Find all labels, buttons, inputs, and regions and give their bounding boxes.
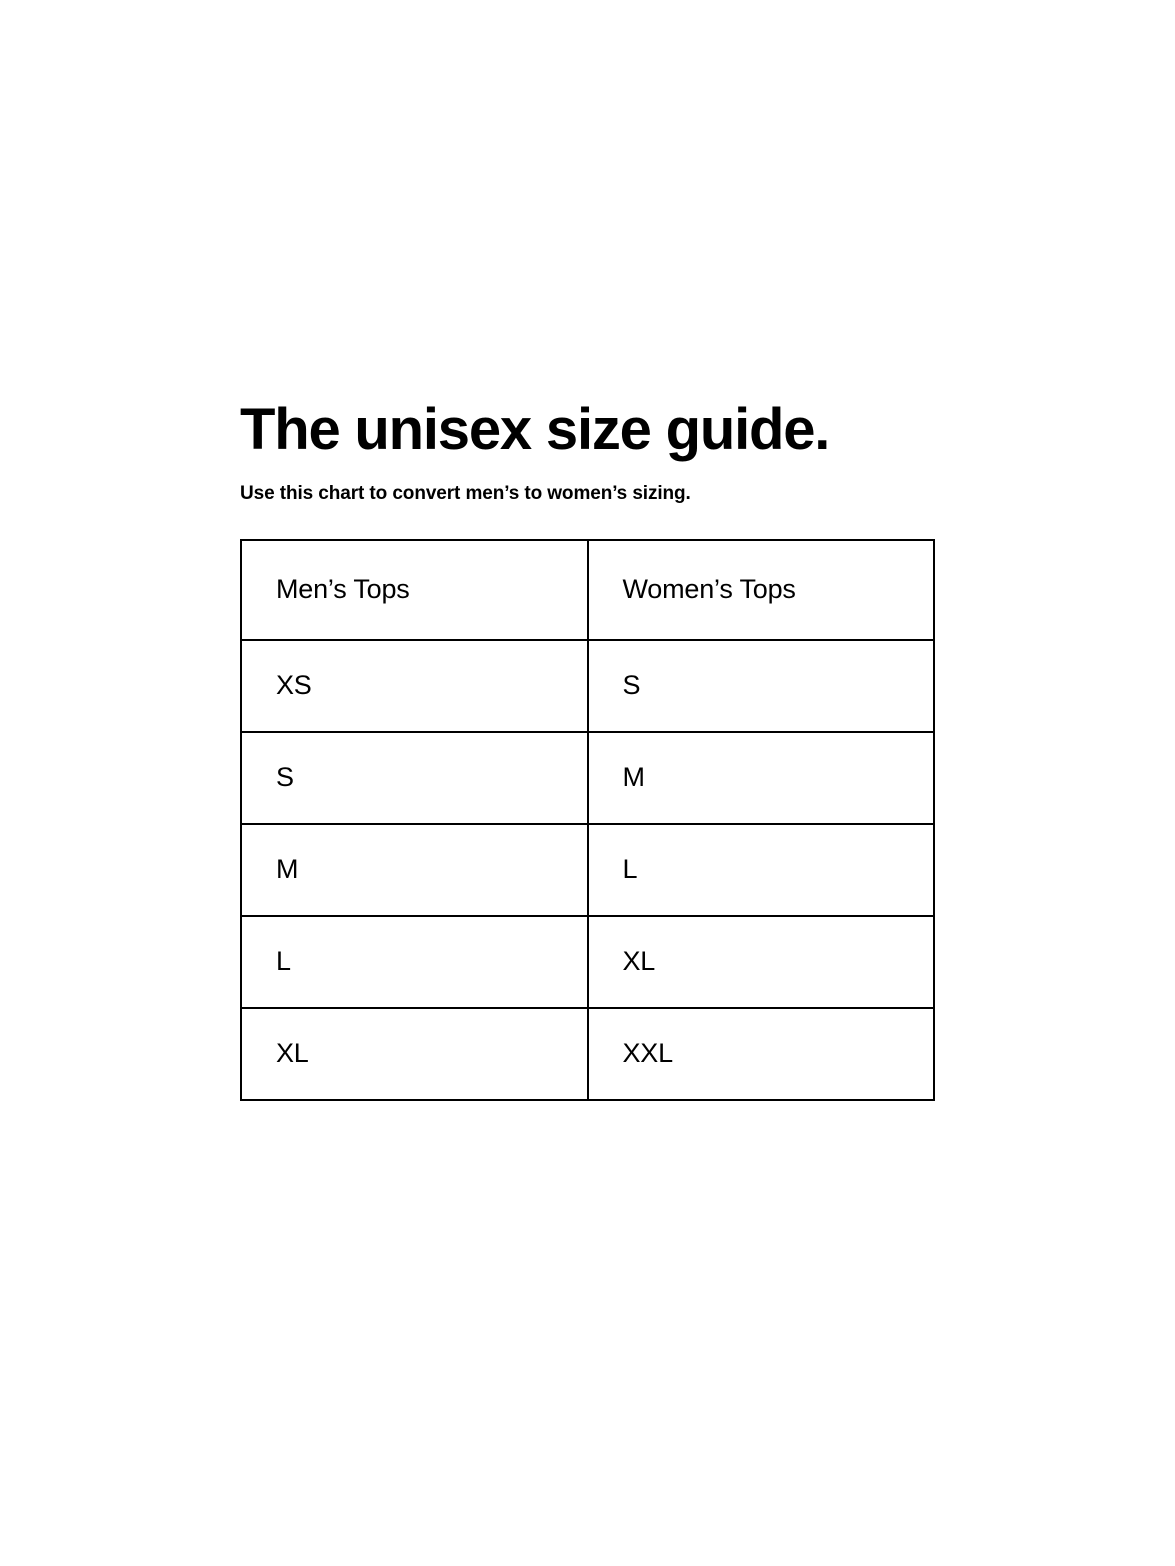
column-header-womens-tops: Women’s Tops xyxy=(588,540,935,640)
page-subtitle: Use this chart to convert men’s to women’s sizing. xyxy=(240,482,691,504)
size-conversion-table xyxy=(240,539,935,1101)
cell-mens-size: L xyxy=(241,916,588,1008)
table-row xyxy=(241,824,934,916)
cell-mens-size: M xyxy=(241,824,588,916)
column-header-mens-tops: Men’s Tops xyxy=(241,540,588,640)
cell-mens-size: S xyxy=(241,732,588,824)
cell-mens-size: XL xyxy=(241,1008,588,1100)
cell-womens-size: S xyxy=(588,640,935,732)
size-guide-page xyxy=(240,397,935,1101)
table-header-row xyxy=(241,540,934,640)
cell-womens-size: XL xyxy=(588,916,935,1008)
page-title: The unisex size guide. xyxy=(240,397,830,462)
cell-womens-size: XXL xyxy=(588,1008,935,1100)
cell-mens-size: XS xyxy=(241,640,588,732)
table-row xyxy=(241,640,934,732)
cell-womens-size: L xyxy=(588,824,935,916)
table-row xyxy=(241,732,934,824)
cell-womens-size: M xyxy=(588,732,935,824)
table-row xyxy=(241,916,934,1008)
table-row xyxy=(241,1008,934,1100)
